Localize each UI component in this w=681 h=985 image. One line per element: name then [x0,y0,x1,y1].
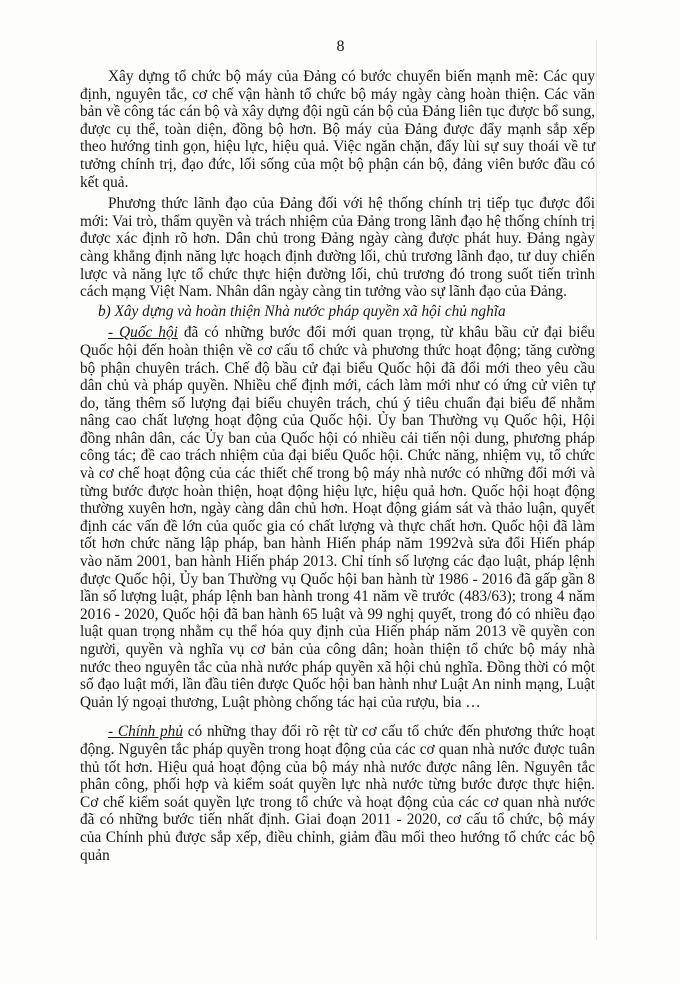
page-body [80,68,595,864]
quoc-hoi-text: đã có những bước đổi mới quan trọng, từ khâu bầu cử đại biểu Quốc hội đến hoàn thiện về cơ cấu tổ chức và phương thức hoạt động; tăng cường bộ phận chuyên trách. Chế độ bầu cử đại biểu Quốc hội đã đổi mới theo yêu cầu dân chủ và pháp quyền. Nhiều chế định mới, cách làm mới như có ứng cử viên tự do, tăng thêm số lượng đại biểu chuyên trách, chú ý tiêu chuẩn đại biểu để nhằm nâng cao chất lượng hoạt động của Quốc hội. Ủy ban Thường vụ Quốc hội, Hội đồng nhân dân, các Ủy ban của Quốc hội có nhiều cải tiến nội dung, phương pháp công tác; đề cao trách nhiệm của đại biểu Quốc hội. Chức năng, nhiệm vụ, tổ chức và cơ chế hoạt động của các thiết chế trong bộ máy nhà nước có những đổi mới và từng bước được hoàn thiện, hoạt động hiệu lực, hiệu quả hơn. Quốc hội hoạt động thường xuyên hơn, ngày càng dân chủ hơn. Hoạt động giám sát và thảo luận, quyết định các vấn đề lớn của quốc gia có chất lượng và thực chất hơn. Quốc hội đã làm tốt hơn chức năng lập pháp, ban hành Hiến pháp năm 1992và sửa đổi Hiến pháp vào năm 2001, ban hành Hiến pháp 2013. Chỉ tính số lượng các đạo luật, pháp lệnh được Quốc hội, Ủy ban Thường vụ Quốc hội ban hành từ 1986 - 2016 đã gấp gần 8 lần số lượng luật, pháp lệnh ban hành trong 41 năm về trước (483/63); trong 4 năm 2016 - 2020, Quốc hội đã ban hành 65 luật và 99 nghị quyết, trong đó có nhiều đạo luật quan trọng nhằm cụ thể hóa quy định của Hiến pháp năm 2013 về quyền con người, quyền và nghĩa vụ cơ bản của công dân; hoàn thiện tổ chức bộ máy nhà nước theo nguyên tắc của nhà nước pháp quyền xã hội chủ nghĩa. Đồng thời có một số đạo luật mới, lần đầu tiên được Quốc hội ban hành như Luật An ninh mạng, Luật Quản lý ngoại thương, Luật phòng chống tác hại của rượu, bia … [80,324,595,711]
page-number: 8 [336,38,345,55]
paragraph-chinh-phu [80,723,595,864]
chinh-phu-text: có những thay đổi rõ rệt từ cơ cấu tổ chức đến phương thức hoạt động. Nguyên tắc pháp quyền trong hoạt động của các cơ quan nhà nước được tuân thủ tốt hơn. Hiệu quả hoạt động của bộ máy nhà nước được nâng lên. Nguyên tắc phân công, phối hợp và kiểm soát quyền lực nhà nước từng bước được thực hiện. Cơ chế kiểm soát quyền lực trong tổ chức và hoạt động của các cơ quan nhà nước đã có những bước tiến nhất định. Giai đoạn 2011 - 2020, cơ cấu tổ chức, bộ máy của Chính phủ được sắp xếp, điều chỉnh, giảm đầu mối theo hướng tổ chức các bộ quản [80,723,595,864]
chinh-phu-lead: - Chính phủ [108,723,183,741]
section-heading-b: b) Xây dựng và hoàn thiện Nhà nước pháp quyền xã hội chủ nghĩa [98,302,506,320]
paragraph-party-apparatus: Xây dựng tổ chức bộ máy của Đảng có bước chuyển biến mạnh mẽ: Các quy định, nguyên tắc, cơ chế vận hành tổ chức bộ máy ngày càng hoàn thiện. Các văn bản về công tác cán bộ và xây dựng đội ngũ cán bộ của Đảng liên tục được bổ sung, được cụ thể, toàn diện, đồng bộ hơn. Bộ máy của Đảng được đẩy mạnh sắp xếp theo hướng tinh gọn, hiệu lực, hiệu quả. Việc ngăn chặn, đẩy lùi sự suy thoái về tư tưởng chính trị, đạo đức, lối sống của một bộ phận cán bộ, đảng viên bước đầu có kết quả. [80,68,595,191]
paragraph-leadership-method: Phương thức lãnh đạo của Đảng đối với hệ thống chính trị tiếp tục được đổi mới: Vai trò, thẩm quyền và trách nhiệm của Đảng trong lãnh đạo hệ thống chính trị được xác định rõ hơn. Dân chủ trong Đảng ngày càng được phát huy. Đảng ngày càng khẳng định năng lực hoạch định đường lối, chủ trương lãnh đạo, tư duy chiến lược và năng lực tổ chức thực hiện đường lối, chủ trương đó trong suốt tiến trình cách mạng Việt Nam. Nhân dân ngày càng tin tưởng vào sự lãnh đạo của Đảng. [80,195,595,301]
paragraph-quoc-hoi [80,324,595,711]
scan-edge-line [596,40,597,940]
quoc-hoi-lead: - Quốc hội [108,324,178,342]
